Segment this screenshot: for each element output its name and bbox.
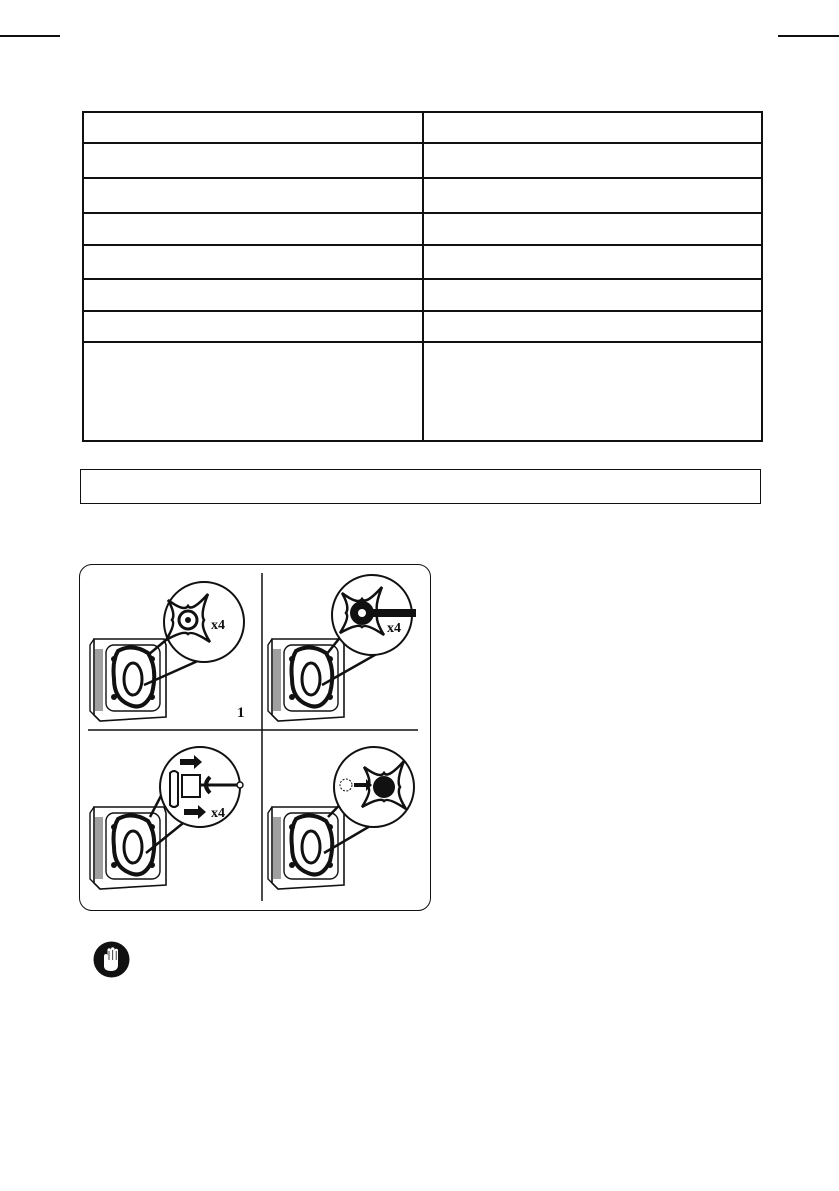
step-number: 1 <box>237 705 245 721</box>
table-row-divider <box>84 142 761 144</box>
section-header <box>80 469 761 504</box>
stop-hand-icon <box>93 941 130 978</box>
table-row-divider <box>84 177 761 179</box>
table-column-divider <box>422 113 424 440</box>
table-row-divider <box>84 278 761 280</box>
illustration-drawing <box>80 565 429 909</box>
table-row-divider <box>84 341 761 343</box>
step-quantity-label: x4 <box>211 618 225 633</box>
step-quantity-label: x4 <box>387 621 401 636</box>
transit-bolt-illustration <box>79 564 431 911</box>
step-quantity-label: x4 <box>211 806 225 821</box>
table-row-divider <box>84 310 761 312</box>
table-row-divider <box>84 244 761 246</box>
table-row-divider <box>84 212 761 214</box>
crop-mark-right <box>778 35 839 37</box>
crop-mark-left <box>0 35 60 37</box>
spec-table <box>82 111 763 442</box>
